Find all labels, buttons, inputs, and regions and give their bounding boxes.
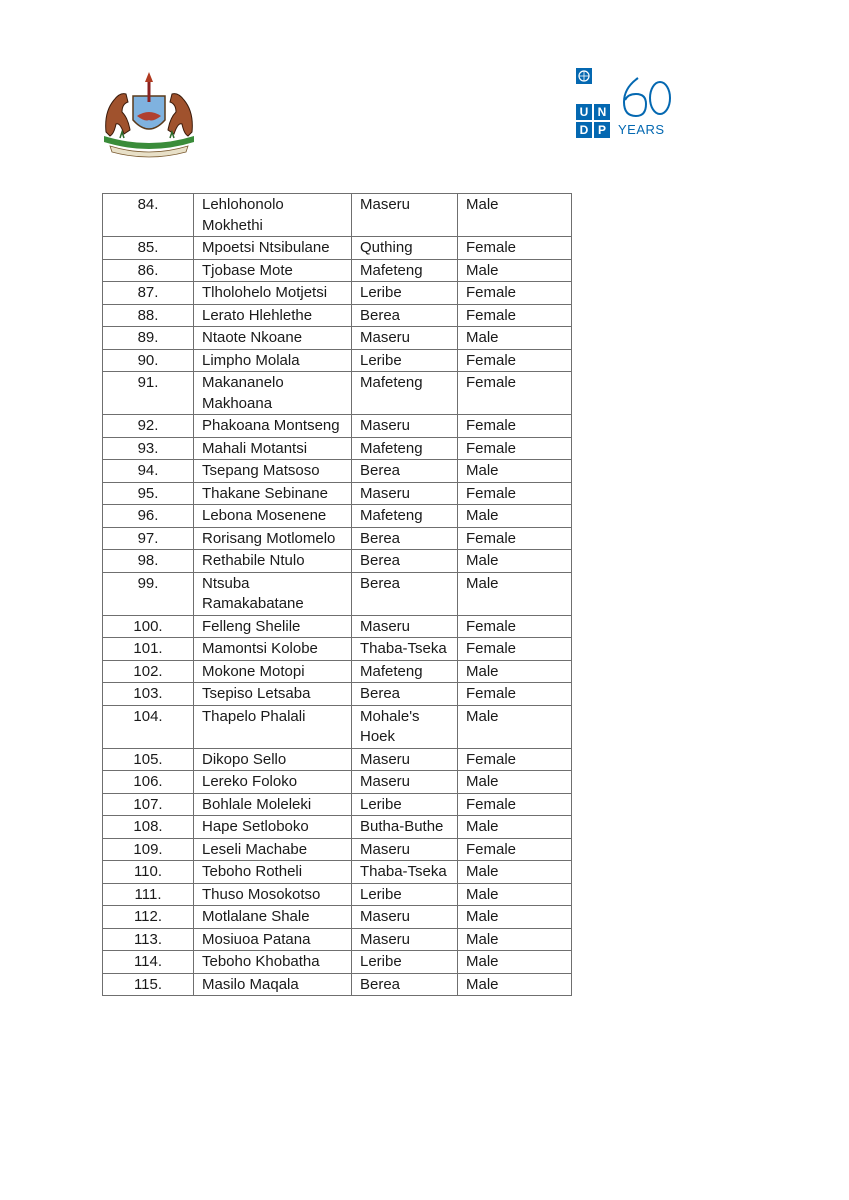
participant-name-cell: Rorisang Motlomelo — [194, 527, 352, 550]
row-number-cell: 107. — [103, 793, 194, 816]
table-row — [103, 973, 572, 996]
sex-cell: Female — [458, 838, 572, 861]
sex-cell: Male — [458, 861, 572, 884]
table-row — [103, 505, 572, 528]
row-number-cell: 115. — [103, 973, 194, 996]
table-row — [103, 372, 572, 415]
row-number-cell: 104. — [103, 705, 194, 748]
participant-name-cell: Phakoana Montseng — [194, 415, 352, 438]
sex-cell: Male — [458, 771, 572, 794]
row-number-cell: 93. — [103, 437, 194, 460]
table-row — [103, 572, 572, 615]
sex-cell: Female — [458, 437, 572, 460]
table-row — [103, 437, 572, 460]
row-number-cell: 97. — [103, 527, 194, 550]
table-row — [103, 482, 572, 505]
undp-letter-p: P — [594, 122, 610, 138]
undp-letter-n: N — [594, 104, 610, 120]
participant-name-cell: Rethabile Ntulo — [194, 550, 352, 573]
participant-name-cell: Lerato Hlehlethe — [194, 304, 352, 327]
district-cell: Maseru — [352, 748, 458, 771]
sex-cell: Female — [458, 793, 572, 816]
participant-name-cell: Mamontsi Kolobe — [194, 638, 352, 661]
undp-years-label: YEARS — [618, 122, 665, 137]
district-cell: Berea — [352, 683, 458, 706]
district-cell: Berea — [352, 973, 458, 996]
table-row — [103, 906, 572, 929]
participant-name-cell: Leseli Machabe — [194, 838, 352, 861]
table-row — [103, 951, 572, 974]
row-number-cell: 108. — [103, 816, 194, 839]
row-number-cell: 102. — [103, 660, 194, 683]
participant-name-cell: Mpoetsi Ntsibulane — [194, 237, 352, 260]
row-number-cell: 111. — [103, 883, 194, 906]
participant-name-cell: Motlalane Shale — [194, 906, 352, 929]
district-cell: Berea — [352, 527, 458, 550]
district-cell: Butha-Buthe — [352, 816, 458, 839]
district-cell: Leribe — [352, 282, 458, 305]
table-row — [103, 304, 572, 327]
row-number-cell: 94. — [103, 460, 194, 483]
district-cell: Thaba-Tseka — [352, 638, 458, 661]
sex-cell: Male — [458, 572, 572, 615]
row-number-cell: 86. — [103, 259, 194, 282]
district-cell: Mafeteng — [352, 372, 458, 415]
participant-name-cell: Limpho Molala — [194, 349, 352, 372]
table-row — [103, 771, 572, 794]
table-row — [103, 816, 572, 839]
sex-cell: Female — [458, 482, 572, 505]
district-cell: Berea — [352, 304, 458, 327]
row-number-cell: 96. — [103, 505, 194, 528]
sex-cell: Male — [458, 816, 572, 839]
district-cell: Mohale's Hoek — [352, 705, 458, 748]
row-number-cell: 106. — [103, 771, 194, 794]
participants-table — [102, 193, 572, 996]
sex-cell: Male — [458, 194, 572, 237]
participant-name-cell: Masilo Maqala — [194, 973, 352, 996]
participant-name-cell: Thakane Sebinane — [194, 482, 352, 505]
table-row — [103, 550, 572, 573]
participant-name-cell: Mokone Motopi — [194, 660, 352, 683]
table-row — [103, 660, 572, 683]
table-row — [103, 259, 572, 282]
district-cell: Maseru — [352, 327, 458, 350]
table-row — [103, 705, 572, 748]
row-number-cell: 110. — [103, 861, 194, 884]
district-cell: Leribe — [352, 951, 458, 974]
table-row — [103, 349, 572, 372]
row-number-cell: 89. — [103, 327, 194, 350]
table-row — [103, 415, 572, 438]
row-number-cell: 100. — [103, 615, 194, 638]
undp-un-emblem-icon — [576, 68, 592, 84]
participant-name-cell: Hape Setloboko — [194, 816, 352, 839]
sex-cell: Female — [458, 237, 572, 260]
participant-name-cell: Thuso Mosokotso — [194, 883, 352, 906]
row-number-cell: 112. — [103, 906, 194, 929]
table-row — [103, 861, 572, 884]
district-cell: Maseru — [352, 928, 458, 951]
participant-name-cell: Dikopo Sello — [194, 748, 352, 771]
participant-name-cell: Teboho Rotheli — [194, 861, 352, 884]
district-cell: Leribe — [352, 349, 458, 372]
lesotho-coat-of-arms-logo — [100, 72, 198, 160]
row-number-cell: 92. — [103, 415, 194, 438]
sex-cell: Male — [458, 928, 572, 951]
district-cell: Quthing — [352, 237, 458, 260]
row-number-cell: 105. — [103, 748, 194, 771]
row-number-cell: 88. — [103, 304, 194, 327]
district-cell: Leribe — [352, 793, 458, 816]
row-number-cell: 109. — [103, 838, 194, 861]
undp-letter-d: D — [576, 122, 592, 138]
sex-cell: Male — [458, 660, 572, 683]
sex-cell: Female — [458, 638, 572, 661]
row-number-cell: 99. — [103, 572, 194, 615]
sex-cell: Female — [458, 304, 572, 327]
row-number-cell: 114. — [103, 951, 194, 974]
sex-cell: Male — [458, 951, 572, 974]
district-cell: Maseru — [352, 838, 458, 861]
table-row — [103, 638, 572, 661]
participant-name-cell: Tsepang Matsoso — [194, 460, 352, 483]
table-row — [103, 793, 572, 816]
row-number-cell: 95. — [103, 482, 194, 505]
participant-name-cell: Makananelo Makhoana — [194, 372, 352, 415]
sex-cell: Male — [458, 550, 572, 573]
sex-cell: Female — [458, 527, 572, 550]
participant-name-cell: Ntsuba Ramakabatane — [194, 572, 352, 615]
participant-name-cell: Teboho Khobatha — [194, 951, 352, 974]
undp-60-years-logo — [576, 68, 676, 142]
sex-cell: Male — [458, 883, 572, 906]
sex-cell: Female — [458, 349, 572, 372]
table-row — [103, 838, 572, 861]
district-cell: Maseru — [352, 194, 458, 237]
table-row — [103, 615, 572, 638]
table-row — [103, 748, 572, 771]
district-cell: Maseru — [352, 415, 458, 438]
row-number-cell: 113. — [103, 928, 194, 951]
participant-name-cell: Mahali Motantsi — [194, 437, 352, 460]
row-number-cell: 85. — [103, 237, 194, 260]
sex-cell: Male — [458, 460, 572, 483]
district-cell: Mafeteng — [352, 505, 458, 528]
row-number-cell: 90. — [103, 349, 194, 372]
district-cell: Maseru — [352, 771, 458, 794]
table-row — [103, 683, 572, 706]
district-cell: Berea — [352, 550, 458, 573]
sex-cell: Female — [458, 415, 572, 438]
table-row — [103, 460, 572, 483]
district-cell: Mafeteng — [352, 437, 458, 460]
participant-name-cell: Felleng Shelile — [194, 615, 352, 638]
district-cell: Berea — [352, 460, 458, 483]
sex-cell: Female — [458, 282, 572, 305]
participant-name-cell: Lebona Mosenene — [194, 505, 352, 528]
undp-60-numeral-icon — [618, 72, 674, 120]
district-cell: Maseru — [352, 615, 458, 638]
sex-cell: Female — [458, 748, 572, 771]
sex-cell: Female — [458, 372, 572, 415]
district-cell: Maseru — [352, 906, 458, 929]
row-number-cell: 91. — [103, 372, 194, 415]
row-number-cell: 84. — [103, 194, 194, 237]
participant-name-cell: Thapelo Phalali — [194, 705, 352, 748]
sex-cell: Male — [458, 705, 572, 748]
undp-letter-u: U — [576, 104, 592, 120]
sex-cell: Male — [458, 259, 572, 282]
participant-name-cell: Lereko Foloko — [194, 771, 352, 794]
district-cell: Mafeteng — [352, 660, 458, 683]
participant-name-cell: Bohlale Moleleki — [194, 793, 352, 816]
table-row — [103, 928, 572, 951]
participant-name-cell: Lehlohonolo Mokhethi — [194, 194, 352, 237]
sex-cell: Male — [458, 973, 572, 996]
participant-name-cell: Tjobase Mote — [194, 259, 352, 282]
table-row — [103, 327, 572, 350]
sex-cell: Female — [458, 683, 572, 706]
participant-name-cell: Ntaote Nkoane — [194, 327, 352, 350]
district-cell: Maseru — [352, 482, 458, 505]
table-row — [103, 282, 572, 305]
participant-name-cell: Mosiuoa Patana — [194, 928, 352, 951]
participant-name-cell: Tlholohelo Motjetsi — [194, 282, 352, 305]
sex-cell: Male — [458, 327, 572, 350]
district-cell: Thaba-Tseka — [352, 861, 458, 884]
row-number-cell: 98. — [103, 550, 194, 573]
table-row — [103, 194, 572, 237]
district-cell: Mafeteng — [352, 259, 458, 282]
row-number-cell: 103. — [103, 683, 194, 706]
district-cell: Leribe — [352, 883, 458, 906]
row-number-cell: 87. — [103, 282, 194, 305]
sex-cell: Male — [458, 906, 572, 929]
sex-cell: Male — [458, 505, 572, 528]
row-number-cell: 101. — [103, 638, 194, 661]
table-row — [103, 883, 572, 906]
table-row — [103, 527, 572, 550]
participant-name-cell: Tsepiso Letsaba — [194, 683, 352, 706]
district-cell: Berea — [352, 572, 458, 615]
table-row — [103, 237, 572, 260]
sex-cell: Female — [458, 615, 572, 638]
